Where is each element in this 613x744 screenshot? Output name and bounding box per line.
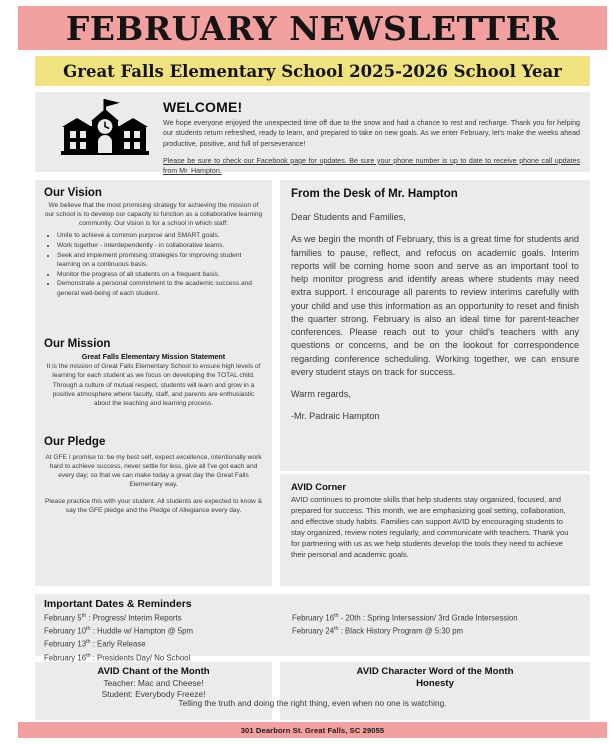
mission-statement: It is the mission of Great Falls Elementary School to ensure high levels of learning for each student as we focus on developing the TOTAL child. Through a culture of mutual respect, students will learn and grow in a positive atmosphere where faculty, staff, and parents are enthusiastic about the teaching and learning process. [46, 363, 261, 407]
list-item: • Seek and implement promising strategies for improving student learning on a continuous basis. [57, 251, 263, 269]
date-day: February 13 [44, 640, 87, 650]
left-column-panel [35, 180, 272, 586]
character-word-description: Telling the truth and doing the right thing, even when no one is watching. [178, 698, 447, 708]
avid-chant-teacher-line: Teacher: Mac and Cheese! [103, 678, 204, 688]
letter-heading: From the Desk of Mr. Hampton [291, 188, 458, 200]
avid-corner-text: AVID continues to promote skills that help students stay organized, focused, and prepared for success. This month, we are emphasizing goal setting, collaboration, and effective study habits. Families can support AVID by encouraging students to stay organized, review notes regularly, and communicate with teachers. Thank you for partnering with us as we help students develop the tools they need to achieve their personal and academic goals. [291, 495, 569, 559]
subtitle-banner [35, 56, 590, 86]
date-entry [292, 612, 518, 625]
pledge-note: Please practice this with your student. All students are expected to know & say the GFE pledge and the Pledge of Allegiance every day. [45, 498, 262, 515]
date-text: : Presidents Day/ No School [90, 653, 191, 663]
dates-column-two [292, 612, 518, 665]
date-day: February 16 [292, 613, 335, 623]
welcome-body [157, 97, 580, 177]
date-ordinal: th [81, 613, 87, 619]
important-dates-columns [44, 612, 581, 665]
date-text: : Huddle w/ Hampton @ 5pm [90, 626, 193, 636]
important-dates-panel [35, 594, 590, 663]
dates-column-one [44, 612, 292, 665]
vision-heading: Our Vision [44, 187, 102, 199]
mission-pledge-spacer [44, 408, 263, 436]
date-day: February 10 [44, 626, 87, 636]
footer-banner [18, 722, 607, 738]
avid-chant-heading: AVID Chant of the Month [97, 666, 210, 677]
vision-bullet-list [44, 231, 263, 298]
date-ordinal: th [334, 613, 339, 619]
letter-salutation: Dear Students and Families, [291, 212, 406, 222]
date-text: : Black History Program @ 5:30 pm [338, 626, 464, 636]
masthead-banner [18, 6, 607, 50]
character-word-heading: AVID Character Word of the Month [356, 666, 514, 677]
list-item: • Demonstrate a personal commitment to the academic success and general well-being of each student. [57, 279, 263, 297]
avid-corner-panel [280, 474, 590, 586]
pledge-heading: Our Pledge [44, 435, 106, 448]
date-entry [44, 638, 292, 651]
date-text: - 20th : Spring Intersession/ 3rd Grade Intersession [338, 613, 518, 623]
character-word-panel [280, 662, 590, 720]
welcome-panel [35, 92, 590, 176]
date-day: February 16 [44, 653, 87, 663]
letter-closing: Warm regards, [291, 389, 351, 400]
date-entry [292, 625, 518, 638]
list-item: • Work together - interdependently - in collaborative teams. [57, 241, 263, 250]
date-text: : Progress/ Interim Reports [86, 613, 182, 623]
date-entry [44, 625, 292, 638]
avid-chant-panel [35, 662, 272, 720]
school-building-icon [53, 97, 157, 161]
vision-intro: We believe that the most promising strategy for achieving the mission of our school is to develop our capacity to function as a collaborative learning community. Our vision is for a school in which staff: [44, 202, 263, 228]
date-ordinal: th [334, 626, 339, 633]
mission-statement-title: Great Falls Elementary Mission Statement [81, 352, 226, 362]
welcome-paragraph: We hope everyone enjoyed the unexpected time off due to the snow and had a chance to rest and recharge. Thank you for helping our students return refreshed, ready to learn, and prepared to take on new goals. As we enter February, let's make the weeks ahead productive, positive, and full of perseverance! [163, 119, 580, 148]
date-text: : Early Release [90, 640, 146, 650]
date-ordinal: th [86, 626, 91, 633]
pledge-text: At GFE I promise to: be my best self, expect excellence, intentionally work hard to achieve success, never settle for less, give all I've got each and every day; so that we can make today a great day the Great Falls Elementary way. [45, 453, 262, 489]
character-word-value: Honesty [416, 678, 454, 689]
letter-signature: -Mr. Padraic Hampton [291, 411, 380, 422]
school-year-subtitle: Great Falls Elementary School 2025-2026 School Year [63, 61, 562, 81]
welcome-note: Please be sure to check our Facebook page for updates. Be sure your phone number is up to date to receive phone call updates from Mr. Hampton. [163, 156, 580, 176]
avid-corner-heading: AVID Corner [291, 481, 347, 492]
list-item: • Unite to achieve a common purpose and SMART goals. [57, 231, 263, 240]
important-dates-heading: Important Dates & Reminders [44, 598, 192, 610]
list-item: • Monitor the progress of all students on a frequent basis. [57, 270, 263, 279]
mission-heading: Our Mission [44, 338, 111, 351]
vision-mission-spacer [44, 298, 263, 338]
avid-chant-student-line: Student: Everybody Freeze! [101, 689, 206, 700]
date-day: February 24 [292, 626, 335, 636]
school-address: 301 Dearborn St. Great Falls, SC 29055 [240, 725, 385, 735]
date-ordinal: th [86, 652, 91, 659]
letter-body: As we begin the month of February, this is a great time for students and families to pause, reflect, and refocus on academic goals. Interim reports will be coming home soon and serve as an important tool to help monitor progress and identify areas where students may need extra support. I encourage all parents to review interims carefully with your child and use this information as an opportunity to reset and finish the quarter strong. February is also an ideal time for parent-teacher conferences. Please reach out to your child's teachers with any questions or concerns, and be on the lookout for correspondence regarding conference scheduling. Working together, we can ensure every student stays on track for success. [291, 234, 579, 377]
principal-letter-panel [280, 180, 590, 471]
welcome-heading: WELCOME! [163, 99, 243, 115]
date-entry [44, 612, 292, 625]
date-day: February 5 [44, 613, 82, 623]
page-title: FEBRUARY NEWSLETTER [65, 8, 560, 48]
date-ordinal: th [86, 639, 91, 646]
